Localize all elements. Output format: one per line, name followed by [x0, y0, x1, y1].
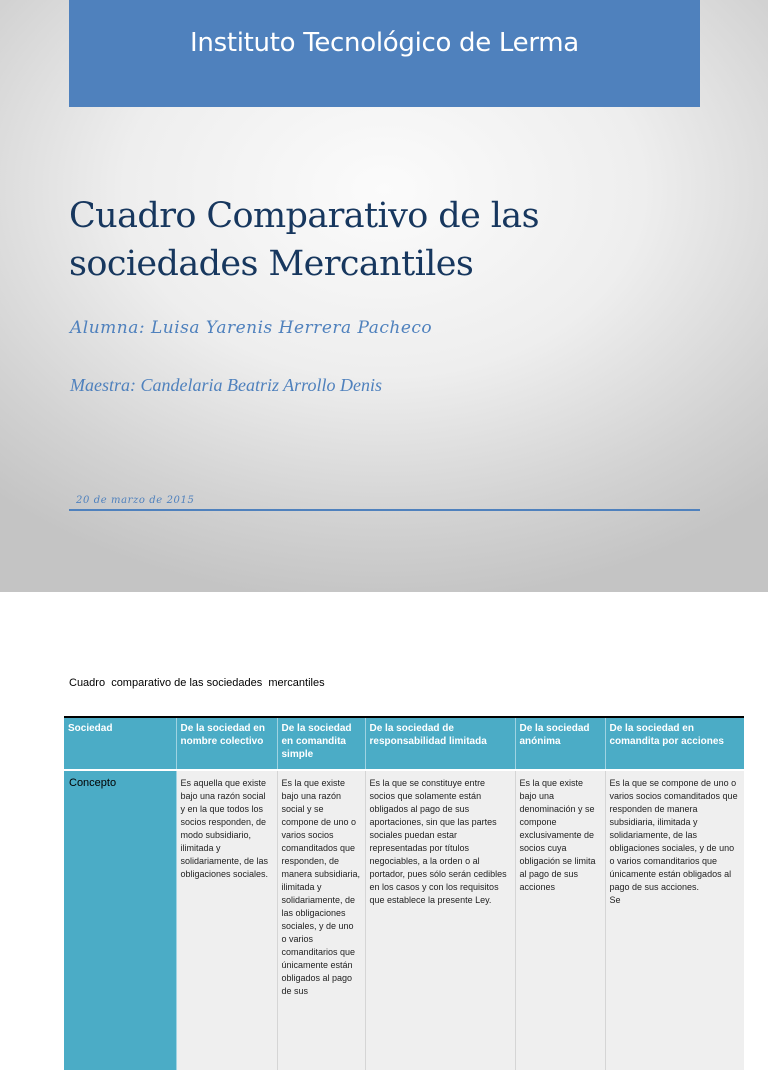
cell-comandita-acciones-continuation: Se	[609, 895, 621, 905]
table-row	[64, 770, 744, 1070]
document-title-line-2: sociedades Mercantiles	[69, 244, 474, 284]
header-sociedad: Sociedad	[64, 718, 176, 770]
table-caption: Cuadro comparativo de las sociedades mercantiles	[69, 677, 325, 689]
header-anonima: De la sociedad anónima	[515, 718, 605, 770]
student-name: Alumna: Luisa Yarenis Herrera Pacheco	[70, 318, 433, 338]
header-nombre-colectivo: De la sociedad en nombre colectivo	[176, 718, 277, 770]
institute-name: Instituto Tecnológico de Lerma	[190, 28, 579, 58]
cell-nombre-colectivo: Es aquella que existe bajo una razón social y en la que todos los socios responden, de modo subsidiario, ilimitada y solidariamente, de las obligaciones sociales.	[176, 770, 277, 1070]
cell-comandita-simple: Es la que existe bajo una razón social y se compone de uno o varios socios comanditados que responden, de manera subsidiaria, ilimitada y solidariamente, de las obligaciones sociales, y de uno o varios comanditarios que únicamente están obligados al pago de sus	[277, 770, 365, 1070]
institute-banner	[69, 0, 700, 107]
date-divider	[69, 509, 700, 511]
comparison-table-grid	[64, 718, 744, 1070]
header-responsabilidad-limitada: De la sociedad de responsabilidad limitada	[365, 718, 515, 770]
cell-comandita-acciones-text: Es la que se compone de uno o varios socios comanditados que responden de manera subsidiaria, ilimitada y solidariamente, de las obligaciones sociales, y de uno o varios comanditarios que únicamente están obligados al pago de sus acciones.	[609, 778, 738, 892]
cell-anonima: Es la que existe bajo una denominación y se compone exclusivamente de socios cuya obligación se limita al pago de sus acciones	[515, 770, 605, 1070]
header-comandita-simple: De la sociedad en comandita simple	[277, 718, 365, 770]
cell-responsabilidad-limitada: Es la que se constituye entre socios que solamente están obligados al pago de sus aportaciones, sin que las partes sociales puedan estar representadas por títulos negociables, a la orden o al portador, pues sólo serán cedibles en los casos y con los requisitos que establece la presente Ley.	[365, 770, 515, 1070]
header-comandita-acciones: De la sociedad en comandita por acciones	[605, 718, 744, 770]
teacher-name: Maestra: Candelaria Beatriz Arrollo Denis	[70, 375, 382, 395]
table-header-row	[64, 718, 744, 770]
cell-comandita-acciones	[605, 770, 744, 1070]
document-title	[69, 192, 709, 288]
document-date: 20 de marzo de 2015	[76, 495, 195, 506]
second-page	[0, 592, 768, 1024]
document-title-line-1: Cuadro Comparativo de las	[69, 196, 539, 236]
comparison-table	[64, 716, 744, 1046]
row-label-concepto: Concepto	[64, 770, 176, 1070]
